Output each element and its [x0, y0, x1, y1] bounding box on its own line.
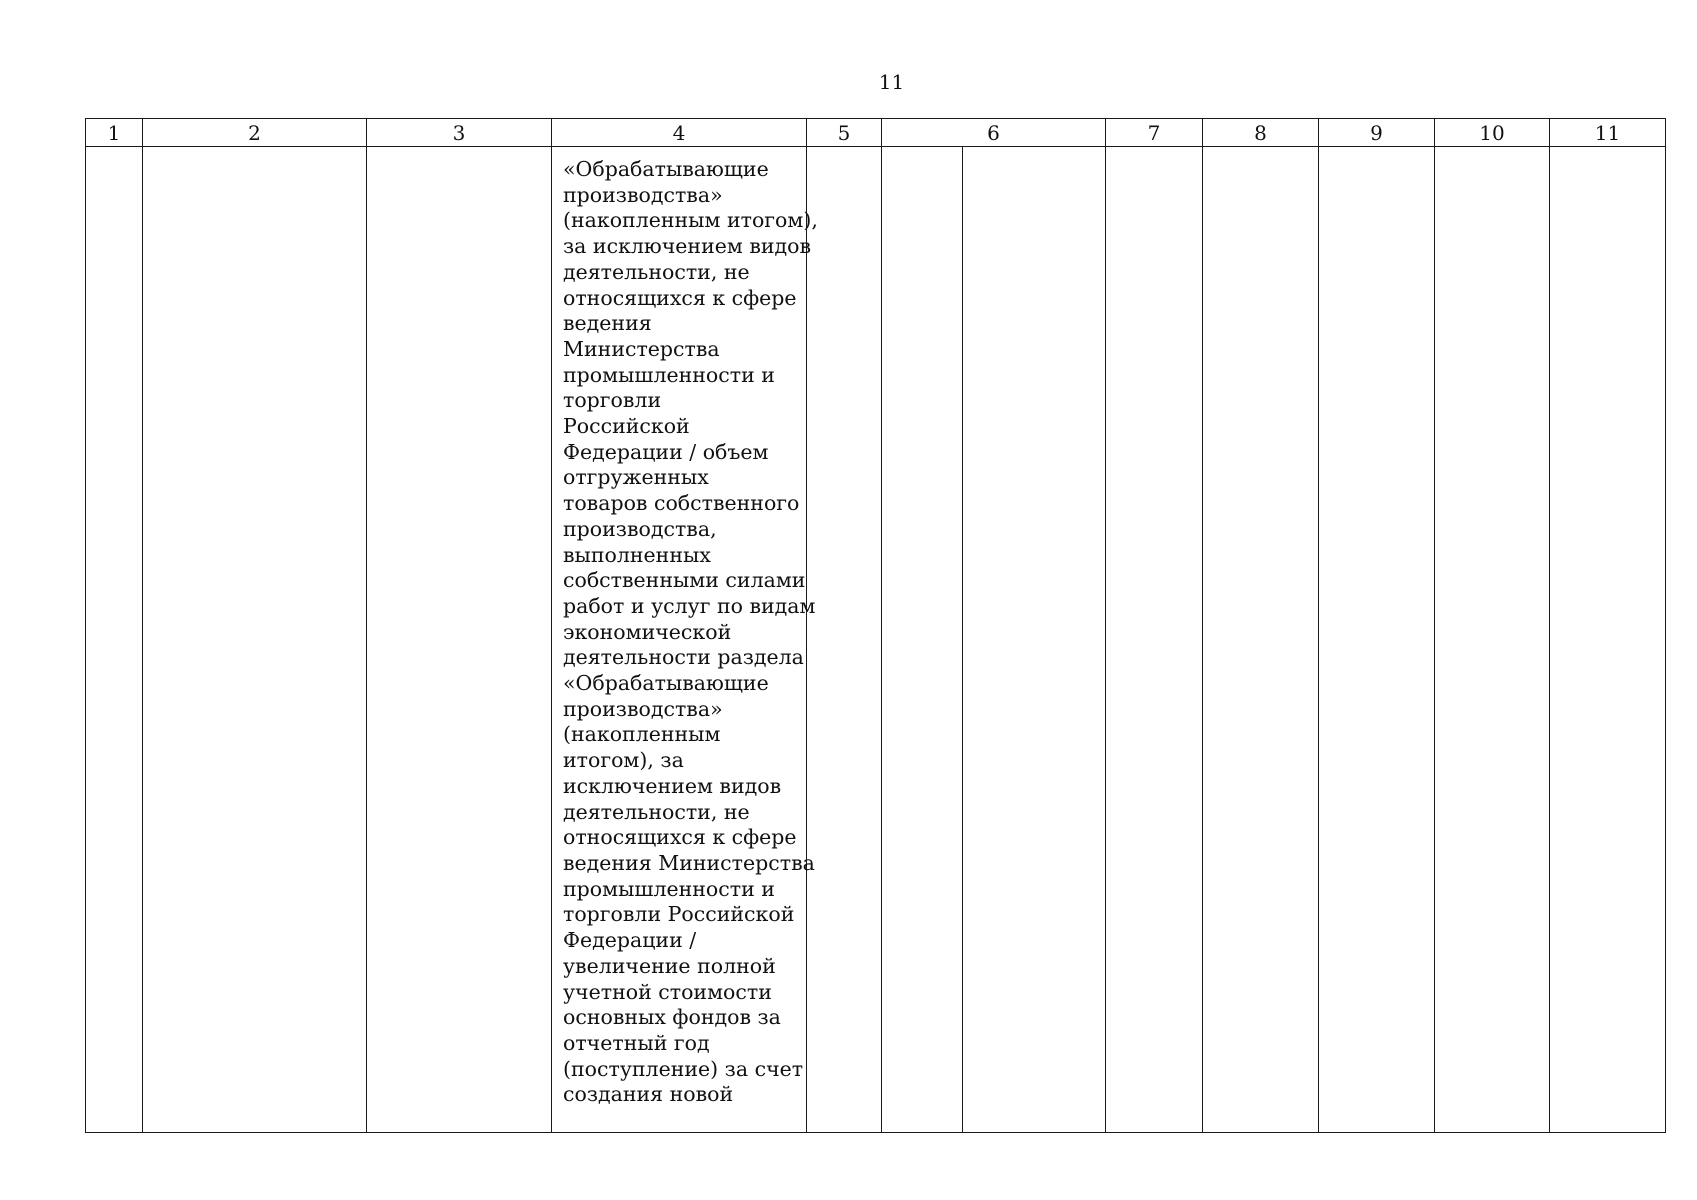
text-line: Российской — [563, 414, 690, 439]
text-line: деятельности, не — [563, 799, 750, 824]
cell-col-6b — [963, 147, 1106, 1133]
text-line: Федерации / объем — [563, 439, 769, 464]
text-line: Федерации / — [563, 928, 697, 953]
text-line: ведения Министерства — [563, 850, 815, 875]
table-row — [86, 147, 1666, 1133]
text-line: (накопленным — [563, 722, 721, 747]
text-line: отчетный год — [563, 1030, 710, 1055]
text-line: товаров собственного — [563, 491, 800, 516]
text-line: относящихся к сфере — [563, 825, 797, 850]
indicator-description-text — [563, 157, 818, 1108]
text-line: увеличение полной — [563, 953, 776, 978]
text-line: выполненных — [563, 542, 711, 567]
column-header-3: 3 — [367, 119, 552, 147]
column-header-4: 4 — [552, 119, 807, 147]
text-line: ведения — [563, 311, 652, 336]
column-number-row — [86, 119, 1666, 147]
text-line: промышленности и — [563, 362, 775, 387]
cell-col-4 — [552, 147, 818, 1133]
text-line: учетной стоимости — [563, 979, 772, 1004]
text-line: производства» — [563, 696, 723, 721]
text-line: создания новой — [563, 1082, 734, 1107]
text-line: относящихся к сфере — [563, 285, 797, 310]
page-number: 11 — [878, 70, 905, 94]
text-line: основных фондов за — [563, 1005, 781, 1030]
cell-col-8 — [1203, 147, 1319, 1133]
cell-col-5 — [807, 147, 882, 1133]
column-header-8: 8 — [1203, 119, 1319, 147]
text-line: работ и услуг по видам — [563, 593, 816, 618]
cell-col-1 — [86, 147, 143, 1133]
column-header-2: 2 — [143, 119, 367, 147]
text-line: торговли — [563, 388, 662, 413]
cell-col-3 — [367, 147, 552, 1133]
text-line: исключением видов — [563, 773, 782, 798]
column-header-7: 7 — [1106, 119, 1203, 147]
text-line: деятельности, не — [563, 259, 750, 284]
text-line: деятельности раздела — [563, 645, 804, 670]
cell-col-7 — [1106, 147, 1203, 1133]
text-line: производства» — [563, 182, 723, 207]
text-line: производства, — [563, 516, 717, 541]
text-line: промышленности и — [563, 876, 775, 901]
cell-col-11 — [1550, 147, 1666, 1133]
cell-col-10 — [1435, 147, 1550, 1133]
text-line: торговли Российской — [563, 902, 795, 927]
text-line: «Обрабатывающие — [563, 157, 769, 181]
text-line: экономической — [563, 619, 732, 644]
column-header-9: 9 — [1319, 119, 1435, 147]
cell-col-6a — [882, 147, 963, 1133]
column-header-1: 1 — [86, 119, 143, 147]
text-line: за исключением видов — [563, 234, 812, 259]
column-header-11: 11 — [1550, 119, 1666, 147]
text-line: итогом), за — [563, 748, 684, 773]
cell-col-9 — [1319, 147, 1435, 1133]
column-header-5: 5 — [807, 119, 882, 147]
column-header-6: 6 — [882, 119, 1106, 147]
column-header-10: 10 — [1435, 119, 1550, 147]
cell-col-2 — [143, 147, 367, 1133]
text-line: Министерства — [563, 336, 720, 361]
text-line: (поступление) за счет — [563, 1056, 804, 1081]
text-line: отгруженных — [563, 465, 709, 490]
text-line: собственными силами — [563, 568, 806, 593]
text-line: (накопленным итогом), — [563, 208, 818, 233]
continuation-table-container — [85, 118, 1665, 1122]
text-line: «Обрабатывающие — [563, 671, 769, 696]
continuation-table — [85, 118, 1666, 1133]
